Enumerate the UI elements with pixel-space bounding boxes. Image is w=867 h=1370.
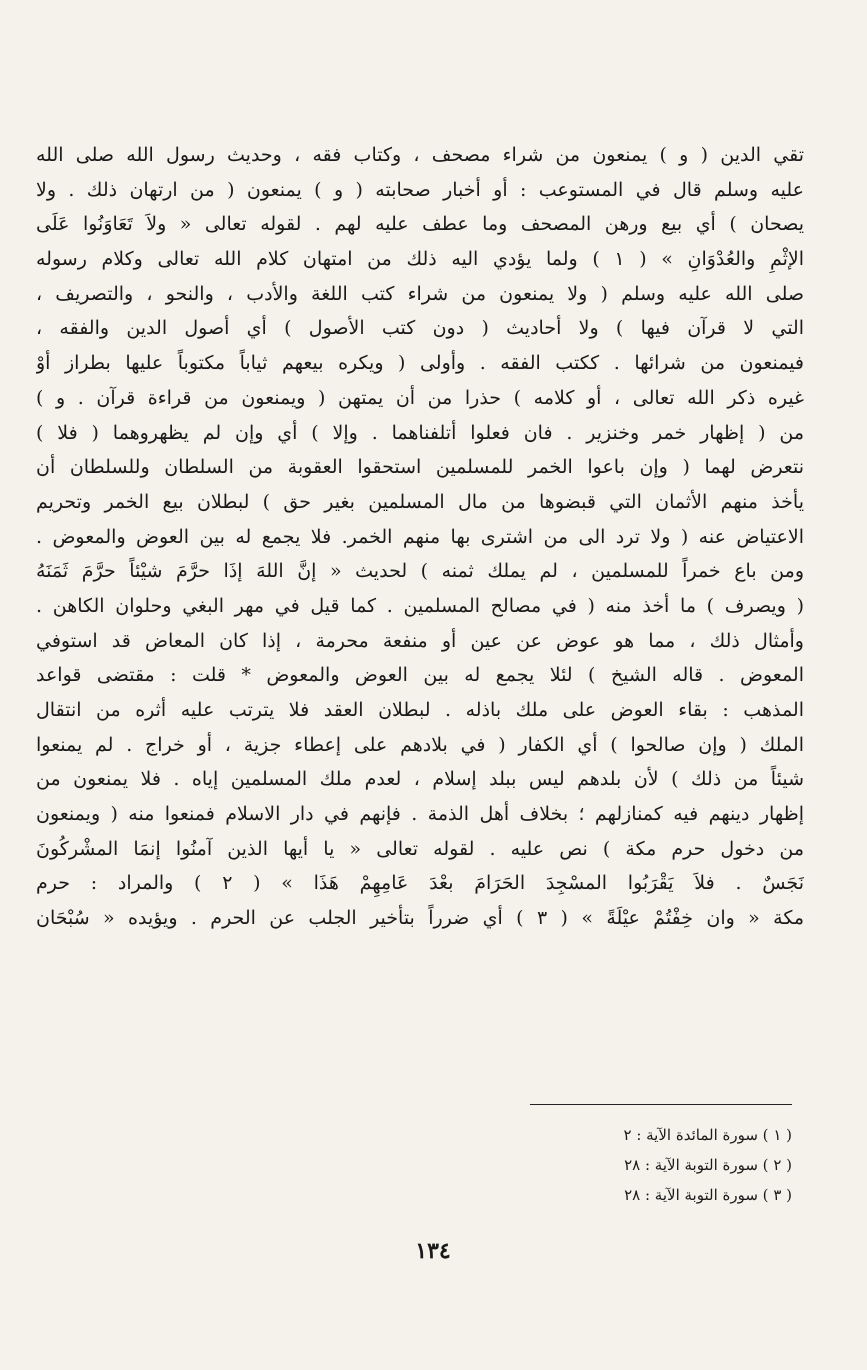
text-line: ( ويصرف ) ما أخذ منه ( في مصالح المسلمين . كما قيل في مهر البغي وحلوان الكاهن . — [36, 594, 804, 617]
text-line: ومن باع خمراً للمسلمين ، لم يملك ثمنه ) لحديث « إنَّ اللهَ إذَا حرَّمَ شيْئاً حرَّمَ ثَمَنَهُ — [36, 560, 804, 583]
text-line: المعوض . قاله الشيخ ) لئلا يجمع له بين العوض والمعوض * قلت : مقتضى قواعد — [36, 664, 804, 687]
text-line: صلى الله عليه وسلم ( ولا يمنعون من شراء كتب اللغة والأدب ، والنحو ، والتصريف ، — [36, 282, 804, 305]
text-line: نتعرض لهما ( وإن باعوا الخمر للمسلمين استحقوا العقوبة من السلطان وللسلطان أن — [36, 456, 804, 479]
text-line: وأمثال ذلك ، مما هو عوض عن عين أو منفعة محرمة ، إذا كان المعاض قد استوفي — [36, 629, 804, 652]
main-text-block — [36, 138, 804, 936]
footnotes — [430, 1120, 792, 1210]
footnote-item: ( ٣ ) سورة التوبة الآية : ٢٨ — [624, 1186, 792, 1204]
text-line: من ( إظهار خمر وخنزير . فان فعلوا أتلفناهما . وإلا ) أي وإن لم يظهروهما ( فلا ) — [36, 421, 804, 444]
text-line: فيمنعون من شرائها . ككتب الفقه . وأولى ( ويكره بيعهم ثياباً مكتوباً عليها بطراز أوْ — [36, 352, 804, 375]
footnote-item: ( ١ ) سورة المائدة الآية : ٢ — [623, 1126, 792, 1144]
text-line: نَجَسٌ . فلاَ يَقْرَبُوا المسْجِدَ الحَرَامَ بعْدَ عَامِهِمْ هَذَا » ( ٢ ) والمراد : حرم — [36, 872, 804, 895]
text-line: تقي الدين ( و ) يمنعون من شراء مصحف ، وكتاب فقه ، وحديث رسول الله صلى الله — [36, 144, 804, 166]
text-line: المذهب : بقاء العوض على ملك باذله . لبطلان العقد فلا يترتب عليه أثره من انتقال — [36, 699, 804, 721]
footnote-divider — [530, 1104, 792, 1105]
text-line: مكة « وان خِفْتُمْ عيْلَةً » ( ٣ ) أي ضرراً بتأخير الجلب عن الحرم . ويؤيده « سُبْحَان — [36, 907, 804, 930]
page-number: ١٣٤ — [415, 1238, 451, 1264]
footnote-item: ( ٢ ) سورة التوبة الآية : ٢٨ — [624, 1156, 792, 1174]
text-line: الإثْمِ والعُدْوَانِ » ( ١ ) ولما يؤدي اليه ذلك من امتهان كلام الله تعالى وكلام رسوله — [36, 248, 804, 271]
text-line: غيره ذكر الله تعالى ، أو كلامه ) حذرا من أن يمتهن ( ويمنعون من قراءة قرآن . و ) — [36, 386, 804, 409]
text-line: إظهار دينهم فيه كمنازلهم ؛ بخلاف أهل الذمة . فإنهم في دار الاسلام فمنعوا منه ( ويمنعون — [36, 803, 804, 826]
text-line: الاعتياض عنه ( ولا ترد الى من اشترى بها منهم الخمر. فلا يجمع له بين العوض والمعوض . — [36, 525, 804, 548]
text-line: شيئاً من ذلك ) لأن بلدهم ليس ببلد إسلام ، لعدم ملك المسلمين إياه . فلا يمنعون من — [36, 768, 804, 791]
text-line: الملك ( وإن صالحوا ) أي الكفار ( في بلادهم على إعطاء جزية ، أو خراج . لم يمنعوا — [36, 733, 804, 756]
text-line: من دخول حرم مكة ) نص عليه . لقوله تعالى « يا أيها الذين آمنُوا إنمَا المشْركُونَ — [36, 837, 804, 860]
text-line: عليه وسلم قال في المستوعب : أو أخبار صحابته ( و ) يمنعون ( من ارتهان ذلك . ولا — [36, 178, 804, 201]
text-line: التي لا قرآن فيها ) ولا أحاديث ( دون كتب الأصول ) أي أصول الدين والفقه ، — [36, 317, 804, 340]
text-line: يصحان ) أي بيع ورهن المصحف وما عطف عليه لهم . لقوله تعالى « ولاَ تَعَاوَنُوا عَلَى — [36, 213, 804, 236]
text-line: يأخذ منهم الأثمان التي قبضوها من مال المسلمين بغير حق ) لبطلان بيع الخمر وتحريم — [36, 490, 804, 513]
